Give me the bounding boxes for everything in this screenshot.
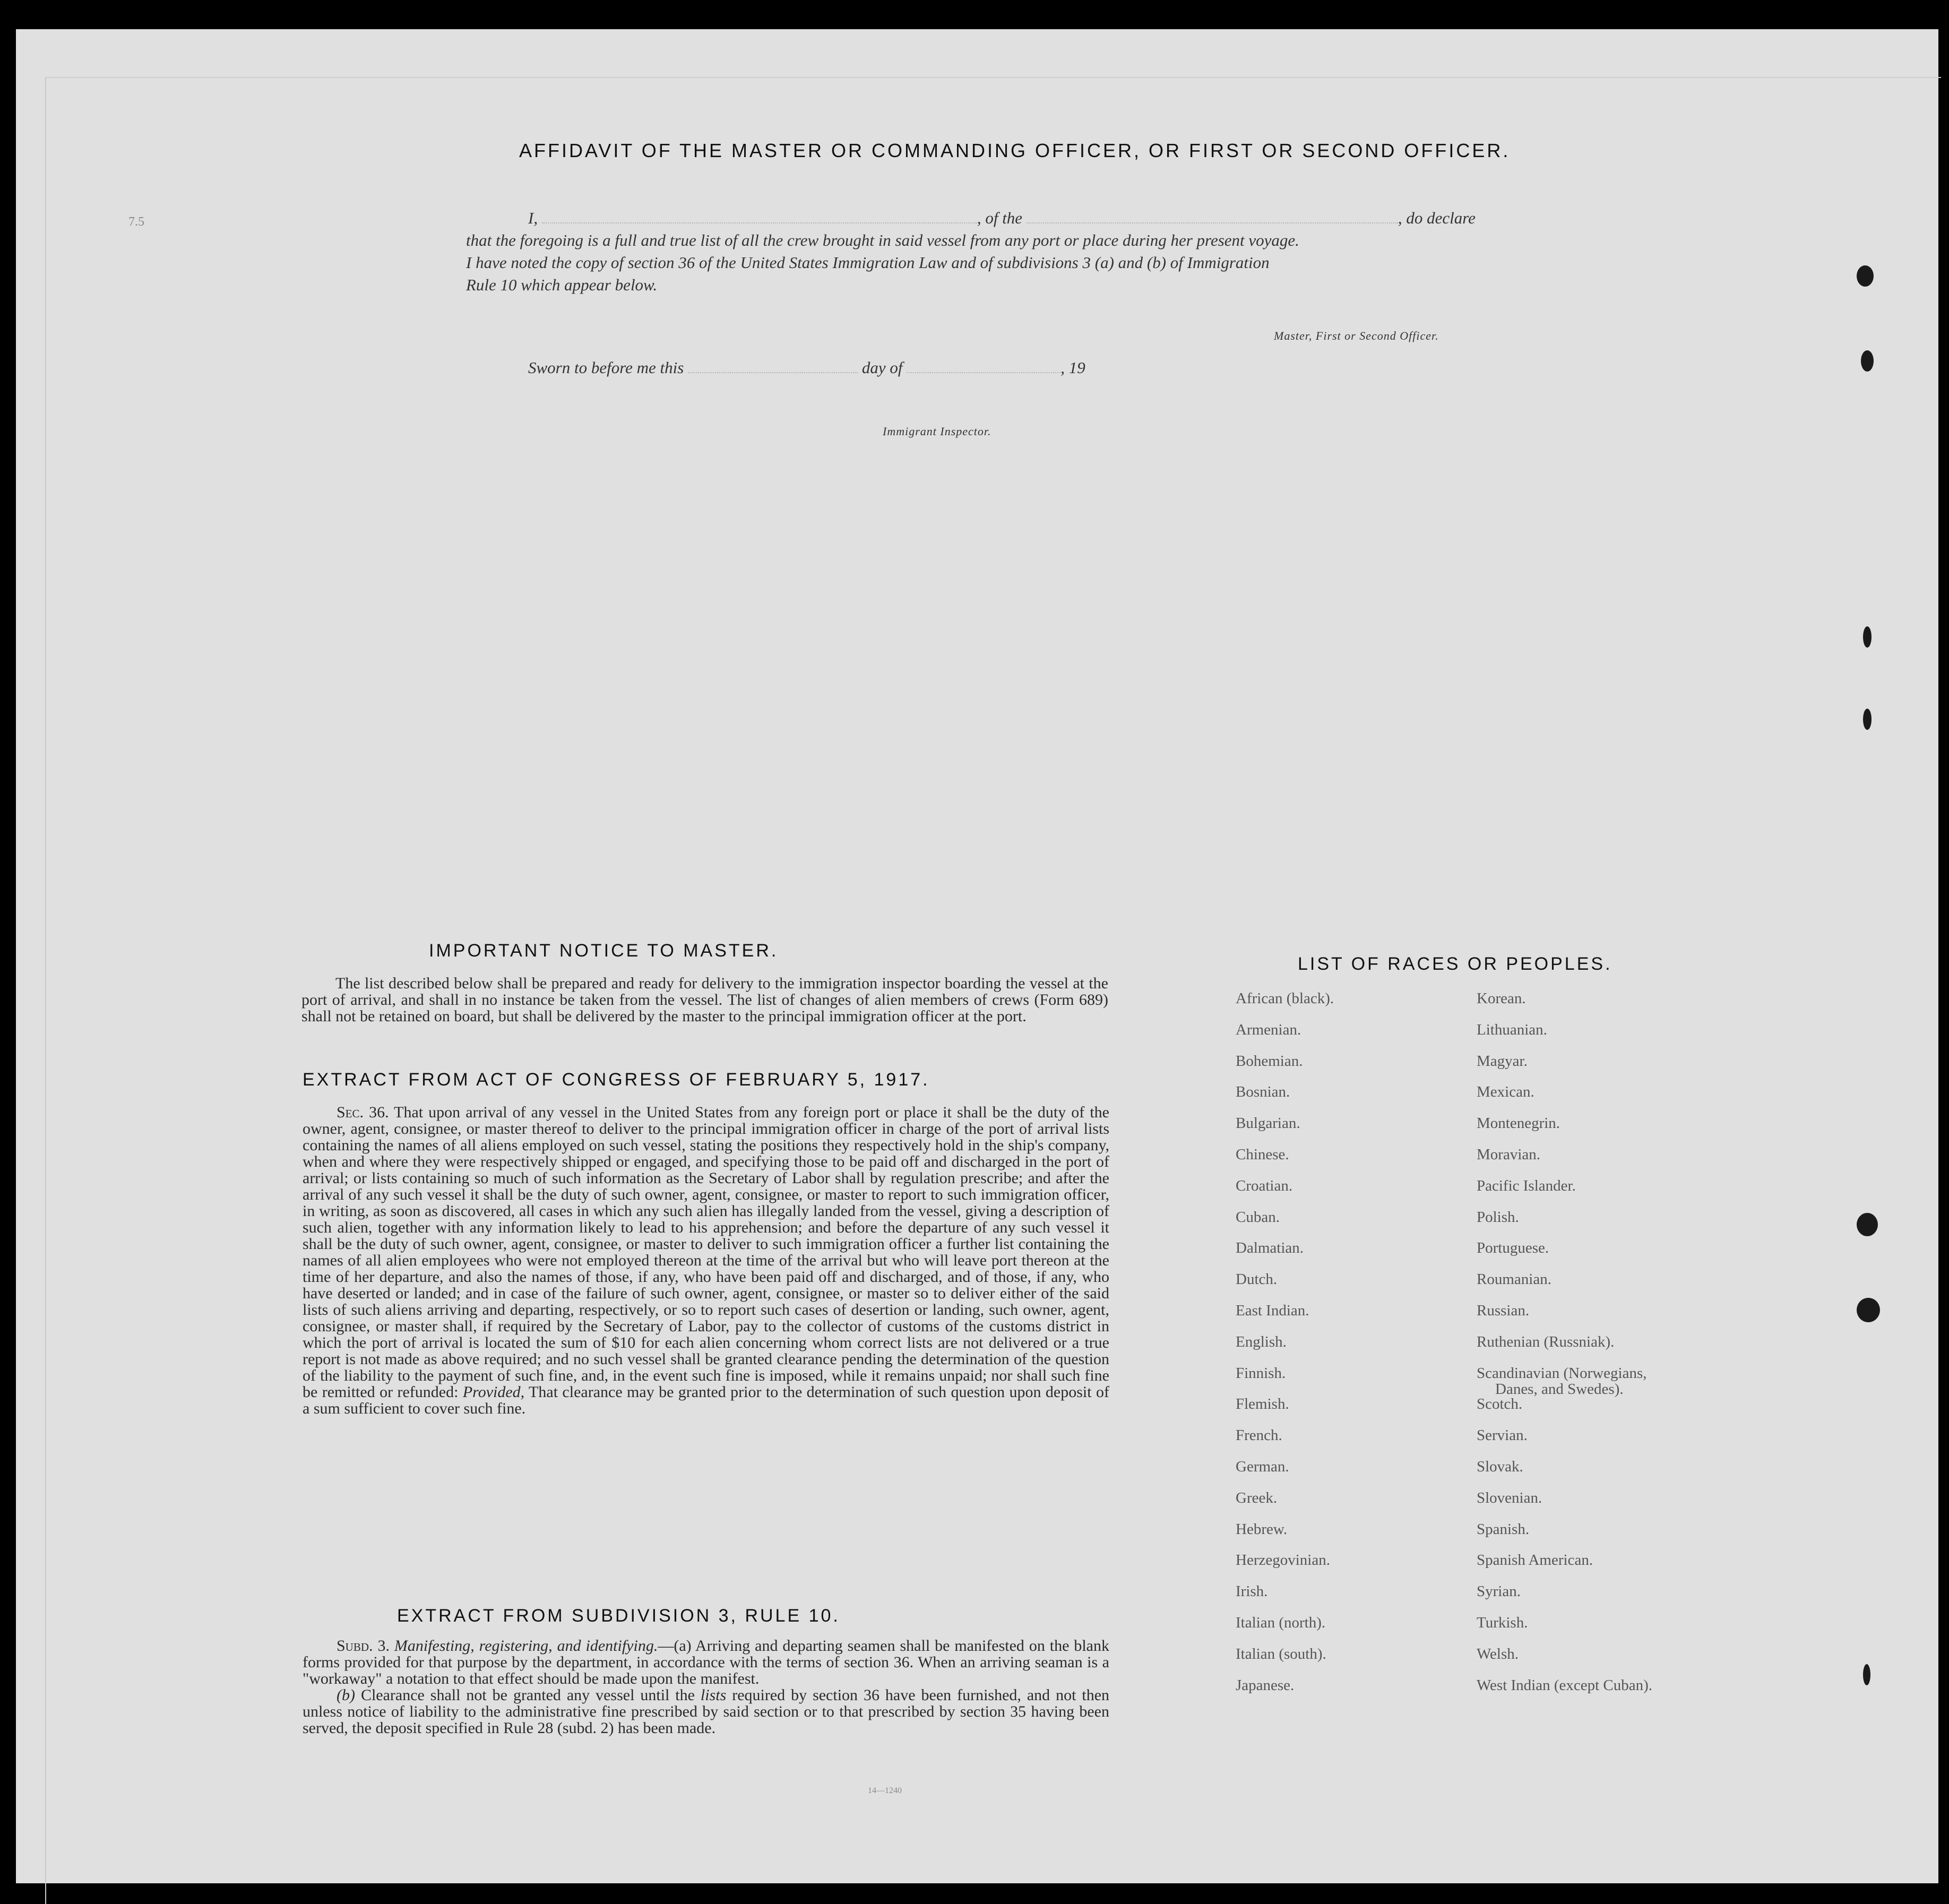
binder-hole-icon (1863, 626, 1872, 648)
name-blank[interactable] (542, 209, 977, 223)
affidavit-line-1 (528, 209, 1476, 228)
race-item: Croatian. (1236, 1177, 1293, 1194)
race-item: West Indian (except Cuban). (1477, 1676, 1653, 1694)
sworn-day-blank[interactable] (688, 358, 858, 373)
binder-hole-icon (1863, 709, 1872, 730)
race-item (1477, 1365, 1652, 1396)
notice-text (301, 975, 1108, 1024)
rule-b-label: (b) (337, 1686, 355, 1704)
race-item: Portuguese. (1477, 1239, 1549, 1257)
margin-mark: 7.5 (128, 215, 144, 229)
race-item: Moravian. (1477, 1145, 1540, 1163)
notice-title: IMPORTANT NOTICE TO MASTER. (429, 941, 779, 961)
binder-hole-icon (1857, 1213, 1878, 1236)
act-title: EXTRACT FROM ACT OF CONGRESS OF FEBRUARY 5, 1917. (303, 1070, 930, 1090)
race-item: Lithuanian. (1477, 1021, 1547, 1038)
races-left-column (1236, 990, 1334, 1708)
race-item: Ruthenian (Russniak). (1477, 1333, 1615, 1350)
race-item: Servian. (1477, 1427, 1528, 1444)
race-item: Slovenian. (1477, 1489, 1542, 1506)
affidavit-title: AFFIDAVIT OF THE MASTER OR COMMANDING OFFICER, OR FIRST OR SECOND OFFICER. (519, 140, 1511, 161)
rule-a-label: —(a) (658, 1637, 692, 1655)
notice-paragraph: The list described below shall be prepared and ready for delivery to the immigration inspector boarding the vessel at the port of arrival, and shall in no instance be taken from the vessel. The list of changes of alien members of crews (Form 689) shall not be retained on board, but shall be delivered by the master to the principal immigration officer at the port. (301, 975, 1108, 1025)
race-item: East Indian. (1236, 1302, 1309, 1319)
race-item: Italian (south). (1236, 1645, 1326, 1662)
sworn-text: Sworn to before me this (528, 358, 684, 377)
rule-paragraph-b (303, 1687, 1109, 1736)
document-page (16, 29, 1938, 1883)
act-paragraph (303, 1104, 1109, 1417)
inspector-signature-label: Immigrant Inspector. (883, 425, 991, 438)
race-item: Bohemian. (1236, 1052, 1303, 1070)
act-body: That upon arrival of any vessel in the United States from any foreign port or place it shall be the duty of the owner, agent, consignee, or master thereof to deliver to the principal immigration officer in charge of the port of arrival lists containing the names of all aliens employed on such vessel, stating the positions they respectively hold in the ship's company, when and where they were respectively shipped or engaged, and specifying those to be paid off and discharged in the port of arrival; or lists containing so much of such information as the Secretary of Labor shall by regulation prescribe; and after the arrival of any such vessel it shall be the duty of such owner, agent, consignee, or master to report to such immigration officer, in writing, as soon as discovered, all cases in which any such alien has illegally landed from the vessel, giving a description of such alien, together with any information likely to lead to his apprehension; and before the departure of any such vessel it shall be the duty of such owner, agent, consignee, or master to deliver to such immigration officer a further list containing the names of all alien employees who were not employed thereon at the time of the arrival but who will leave port thereon at the time of her departure, and also the names of those, if any, who have been paid off and discharged, and of those, if any, who have deserted or landed; and in case of the failure of such owner, agent, consignee, or master so to deliver either of the said lists of such aliens arriving and departing, respectively, or so to report such cases of desertion or landing, such owner, agent, consignee, or master shall, if required by the Secretary of Labor, pay to the collector of customs of the customs district in which the port of arrival is located the sum of $10 for each alien concerning whom correct lists are not delivered or a true report is not made as above required; and no such vessel shall be granted clearance pending the determination of the question of the liability to the payment of such fine, and, in the event such fine is imposed, while it remains unpaid; nor shall such fine be remitted or refunded: (303, 1104, 1109, 1401)
race-item: Spanish. (1477, 1520, 1530, 1538)
race-item: Mexican. (1477, 1083, 1534, 1101)
vessel-blank[interactable] (1027, 209, 1398, 223)
race-item: Finnish. (1236, 1364, 1286, 1382)
race-item: English. (1236, 1333, 1287, 1350)
act-body-end: That clearance may be granted prior to the determination of such question upon deposit of a sum sufficient to cover such fine. (303, 1383, 1109, 1417)
rule-a-text: Arriving and departing seamen shall be manifested on the blank forms provided for that purpose by the department, in accordance with the terms of section 36. When an arriving seaman is a "workaway" a notation to that effect should be made upon the manifest. (303, 1637, 1109, 1687)
race-item: Bosnian. (1236, 1083, 1290, 1101)
race-item: Herzegovinian. (1236, 1552, 1330, 1569)
race-item: Slovak. (1477, 1458, 1523, 1475)
act-section-label: Sec. 36. (337, 1104, 389, 1121)
race-item: Chinese. (1236, 1145, 1289, 1163)
binder-hole-icon (1857, 1298, 1880, 1322)
rule-paragraph-a (303, 1638, 1109, 1687)
sworn-month-blank[interactable] (907, 358, 1060, 373)
binder-hole-icon (1861, 350, 1874, 372)
race-item: German. (1236, 1458, 1289, 1475)
race-item: Dutch. (1236, 1271, 1278, 1288)
race-item: Roumanian. (1477, 1271, 1551, 1288)
race-item-scandinavian: Scandinavian (Norwegians, (1477, 1364, 1647, 1382)
race-item: Flemish. (1236, 1395, 1289, 1413)
affidavit-do-declare: , do declare (1398, 209, 1476, 227)
rule-b-start: Clearance shall not be granted any vessel until the (360, 1686, 695, 1704)
race-item: Greek. (1236, 1489, 1278, 1506)
race-item: Bulgarian. (1236, 1115, 1300, 1132)
race-item: Syrian. (1477, 1583, 1521, 1600)
binder-hole-icon (1857, 265, 1874, 287)
race-item: Spanish American. (1477, 1552, 1593, 1569)
affidavit-line-3: I have noted the copy of section 36 of the United States Immigration Law and of subdivisions 3 (a) and (b) of Immigration (466, 253, 1270, 272)
rule-text (303, 1638, 1109, 1736)
race-item: Russian. (1477, 1302, 1530, 1319)
race-item: French. (1236, 1427, 1282, 1444)
master-signature-label: Master, First or Second Officer. (1274, 329, 1439, 342)
race-item: Japanese. (1236, 1676, 1295, 1694)
race-item: Hebrew. (1236, 1520, 1288, 1538)
act-text (303, 1104, 1109, 1417)
race-item: Italian (north). (1236, 1614, 1326, 1631)
race-item: Magyar. (1477, 1052, 1528, 1070)
sworn-line (528, 358, 1085, 377)
affidavit-line-4: Rule 10 which appear below. (466, 275, 658, 294)
race-item: Cuban. (1236, 1208, 1280, 1226)
binder-hole-icon (1863, 1664, 1870, 1685)
affidavit-line-2: that the foregoing is a full and true list of all the crew brought in said vessel from any port or place during her present voyage. (466, 231, 1299, 249)
race-item: Polish. (1477, 1208, 1519, 1226)
races-title: LIST OF RACES OR PEOPLES. (1298, 954, 1612, 974)
races-right-column (1477, 990, 1652, 1708)
form-number: 14—1240 (868, 1786, 902, 1795)
race-item: Pacific Islander. (1477, 1177, 1576, 1194)
race-item: African (black). (1236, 990, 1334, 1007)
sworn-year: , 19 (1060, 358, 1085, 377)
affidavit-i: I, (528, 209, 538, 227)
race-item: Armenian. (1236, 1021, 1301, 1038)
race-item: Scotch. (1477, 1395, 1523, 1413)
race-item: Turkish. (1477, 1614, 1528, 1631)
rule-title: EXTRACT FROM SUBDIVISION 3, RULE 10. (397, 1606, 840, 1626)
rule-subd-heading: Manifesting, registering, and identifying. (394, 1637, 658, 1655)
sworn-day-of: day of (861, 358, 903, 377)
rule-b-end: required by section 36 have been furnished, and not then unless notice of liability to the administrative fine prescribed by said section or to that prescribed by section 35 having been served, the deposit specified in Rule 28 (subd. 2) has been made. (303, 1686, 1110, 1737)
race-item: Welsh. (1477, 1645, 1519, 1662)
rule-b-lists: lists (700, 1686, 727, 1704)
affidavit-of-the: , of the (977, 209, 1023, 227)
race-item: Dalmatian. (1236, 1239, 1304, 1257)
act-provided: Provided, (462, 1383, 525, 1401)
race-item: Irish. (1236, 1583, 1268, 1600)
race-item: Montenegrin. (1477, 1115, 1560, 1132)
rule-subd-label: Subd. 3. (337, 1637, 390, 1655)
race-item-continuation: Danes, and Swedes). (1495, 1380, 1624, 1398)
race-item: Korean. (1477, 990, 1526, 1007)
